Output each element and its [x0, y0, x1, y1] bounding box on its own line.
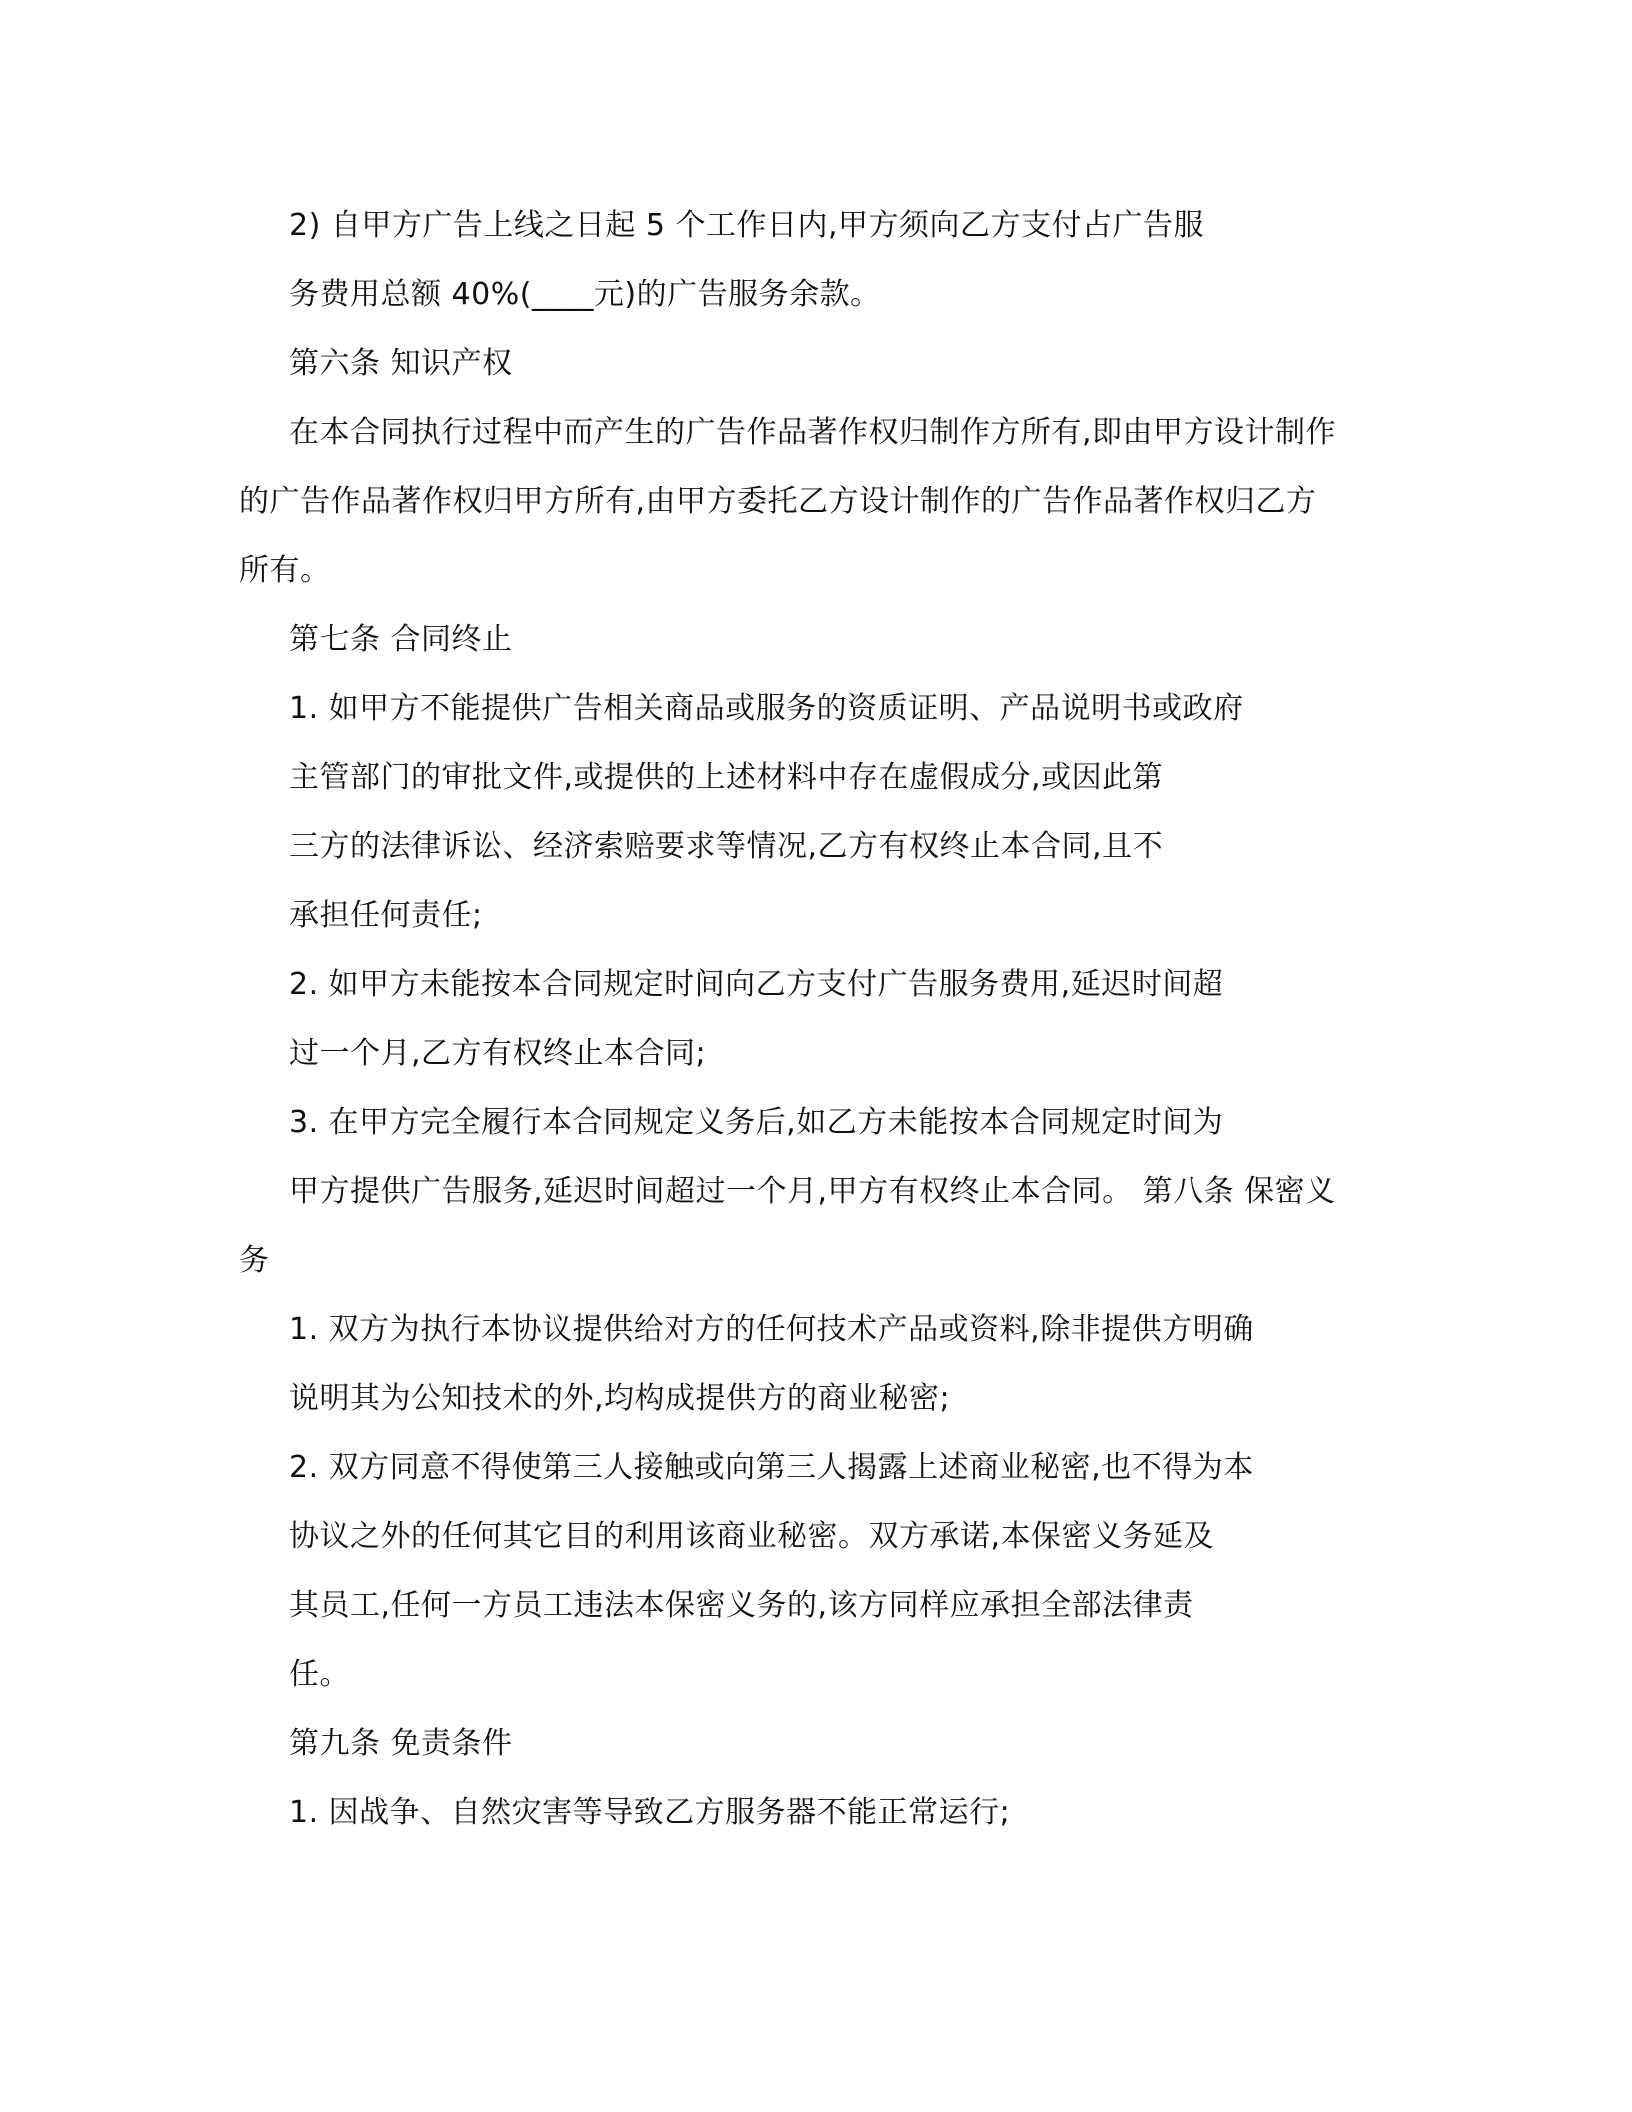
text-line: 2. 如甲方未能按本合同规定时间向乙方支付广告服务费用,延迟时间超	[289, 967, 1224, 1002]
text-line: 在本合同执行过程中而产生的广告作品著作权归制作方所有,即由甲方设计制作	[289, 415, 1337, 450]
text-line: 2) 自甲方广告上线之日起 5 个工作日内,甲方须向乙方支付占广告服	[289, 208, 1205, 243]
text-line: 过一个月,乙方有权终止本合同;	[289, 1036, 707, 1071]
text-line: 1. 双方为执行本协议提供给对方的任何技术产品或资料,除非提供方明确	[289, 1312, 1254, 1347]
text-line: 三方的法律诉讼、经济索赔要求等情况,乙方有权终止本合同,且不	[289, 829, 1164, 864]
text-line: 务	[239, 1243, 270, 1278]
text-line: 协议之外的任何其它目的利用该商业秘密。双方承诺,本保密义务延及	[289, 1519, 1215, 1554]
text-line: 1. 如甲方不能提供广告相关商品或服务的资质证明、产品说明书或政府	[289, 691, 1244, 726]
text-line: 其员工,任何一方员工违法本保密义务的,该方同样应承担全部法律责	[289, 1588, 1194, 1623]
text-line: 所有。	[239, 553, 331, 588]
text-line: 主管部门的审批文件,或提供的上述材料中存在虚假成分,或因此第	[289, 760, 1164, 795]
text-line: 3. 在甲方完全履行本合同规定义务后,如乙方未能按本合同规定时间为	[289, 1105, 1224, 1140]
text-line: 2. 双方同意不得使第三人接触或向第三人揭露上述商业秘密,也不得为本	[289, 1450, 1254, 1485]
text-line: 务费用总额 40%(____元)的广告服务余款。	[289, 277, 881, 312]
text-line: 任。	[289, 1657, 350, 1692]
section-heading: 第六条 知识产权	[289, 346, 513, 381]
text-line: 的广告作品著作权归甲方所有,由甲方委托乙方设计制作的广告作品著作权归乙方	[239, 484, 1317, 519]
text-line: 甲方提供广告服务,延迟时间超过一个月,甲方有权终止本合同。 第八条 保密义	[289, 1174, 1336, 1209]
text-line: 1. 因战争、自然灾害等导致乙方服务器不能正常运行;	[289, 1795, 1011, 1830]
text-line: 承担任何责任;	[289, 898, 483, 933]
text-line: 说明其为公知技术的外,均构成提供方的商业秘密;	[289, 1381, 951, 1416]
section-heading: 第七条 合同终止	[289, 622, 513, 657]
section-heading: 第九条 免责条件	[289, 1726, 513, 1761]
